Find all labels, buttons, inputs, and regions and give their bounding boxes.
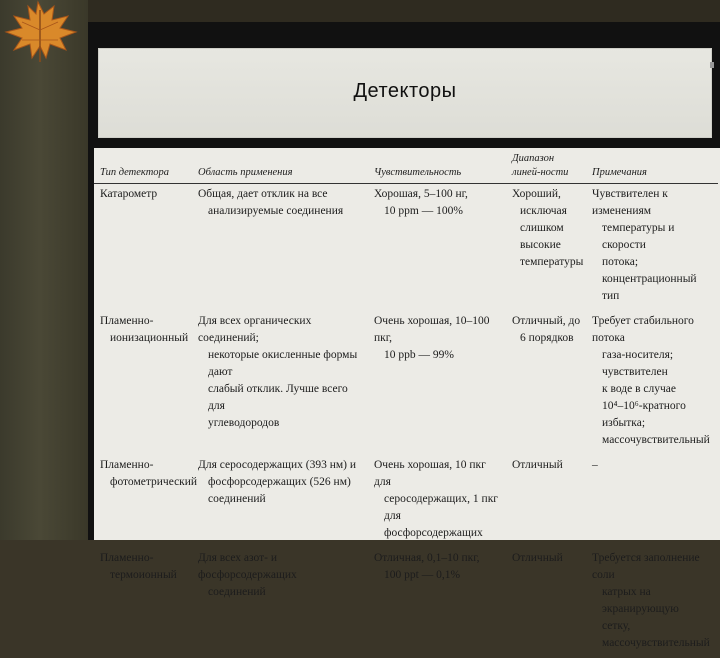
cell-line: фосфорсодержащих (526 нм): [208, 476, 351, 488]
cell-area: [192, 455, 368, 548]
cell-line: 100 ppt — 0,1%: [384, 569, 461, 581]
cell-line: Катарометр: [100, 188, 158, 200]
header-range: Диапазон линей-ности: [506, 148, 586, 184]
cell-sens: [368, 455, 506, 548]
cell-range: [506, 184, 586, 312]
title-box: [98, 48, 712, 138]
cell-area: [192, 184, 368, 312]
cell-line: углеводородов: [208, 417, 280, 429]
table-row: [94, 548, 718, 658]
cell-notes: [586, 455, 718, 548]
autumn-leaf-icon: [2, 0, 80, 64]
slide-title: Детекторы: [353, 80, 457, 102]
cell-line: 10⁴–10⁶-кратного избытка;: [602, 400, 686, 429]
cell-area: [192, 311, 368, 455]
cell-line: Для всех азот- и фосфорсодержащих: [198, 552, 297, 581]
cell-type: [94, 184, 192, 312]
table-row: [94, 311, 718, 455]
cell-type: [94, 455, 198, 548]
cell-line: Требует стабильного потока: [592, 315, 694, 344]
cell-line: к воде в случае: [602, 383, 676, 395]
cell-line: некоторые окисленные формы дают: [208, 349, 358, 378]
cell-range: [506, 311, 586, 455]
header-sensitivity: Чувствительность: [368, 148, 506, 184]
cell-line: термоионный: [110, 569, 177, 581]
table-header-row: [94, 148, 718, 184]
table-row: [94, 184, 718, 312]
cell-notes: [586, 548, 718, 658]
header-notes: Примечания: [586, 148, 718, 184]
corner-marker: [710, 62, 714, 68]
cell-line: анализируемые соединения: [208, 205, 344, 217]
table-row: [94, 455, 718, 548]
cell-notes: [586, 184, 718, 312]
cell-line: 10 ppb — 99%: [384, 349, 454, 361]
cell-line: катрых на экранирующую: [602, 586, 679, 615]
cell-line: слишком: [520, 222, 564, 234]
cell-sens: [368, 311, 506, 455]
cell-line: газа-носителя; чувствителен: [602, 349, 674, 378]
cell-line: Очень хорошая, 10–100 пкг,: [374, 315, 490, 344]
header-area: Область применения: [192, 148, 368, 184]
cell-line: Отличная, 0,1–10 пкг,: [374, 552, 480, 564]
cell-line: ионизационный: [110, 332, 189, 344]
cell-line: исключая: [520, 205, 567, 217]
cell-line: Чувствителен к изменениям: [592, 188, 668, 217]
cell-range: [506, 455, 586, 548]
cell-line: слабый отклик. Лучше всего для: [208, 383, 348, 412]
cell-line: Отличный: [512, 459, 563, 471]
cell-line: Требуется заполнение соли: [592, 552, 700, 581]
cell-line: Пламенно-: [100, 552, 154, 564]
cell-line: температуры и скорости: [602, 222, 675, 251]
cell-line: тип: [602, 290, 620, 302]
cell-line: Отличный: [512, 552, 563, 564]
cell-line: Очень хорошая, 10 пкг для: [374, 459, 486, 488]
cell-line: соединений: [208, 586, 266, 598]
cell-line: Пламенно-: [100, 315, 154, 327]
cell-line: –: [592, 459, 598, 471]
detectors-table-area: [94, 148, 720, 649]
cell-range: [506, 548, 586, 658]
cell-line: потока; концентрационный: [602, 256, 697, 285]
cell-sens: [368, 548, 506, 658]
cell-line: высокие: [520, 239, 561, 251]
cell-line: Хорошая, 5–100 нг,: [374, 188, 468, 200]
cell-line: фосфорсодержащих: [384, 527, 483, 539]
cell-line: Для серосодержащих (393 нм) и: [198, 459, 357, 471]
cell-area: [192, 548, 368, 658]
cell-line: серосодержащих, 1 пкг для: [384, 493, 499, 522]
cell-line: Пламенно-: [100, 459, 154, 471]
cell-line: сетку, массочувствительный: [602, 620, 710, 649]
header-type: Тип детектора: [94, 148, 192, 184]
cell-line: 6 порядков: [520, 332, 574, 344]
cell-notes: [586, 311, 718, 455]
cell-line: Хороший,: [512, 188, 561, 200]
cell-line: Отличный, до: [512, 315, 581, 327]
top-band: [88, 0, 720, 22]
cell-type: [94, 311, 192, 455]
cell-line: 10 ppm — 100%: [384, 205, 463, 217]
cell-sens: [368, 184, 506, 312]
cell-line: температуры: [520, 256, 584, 268]
cell-type: [94, 548, 192, 658]
cell-line: соединений: [208, 493, 266, 505]
cell-line: массочувствительный: [602, 434, 710, 446]
cell-line: Общая, дает отклик на все: [198, 188, 328, 200]
detectors-table: [94, 148, 718, 658]
left-decor-strip: [0, 0, 88, 540]
cell-line: Для всех органических соединений;: [198, 315, 312, 344]
cell-line: фотометрический: [110, 476, 198, 488]
